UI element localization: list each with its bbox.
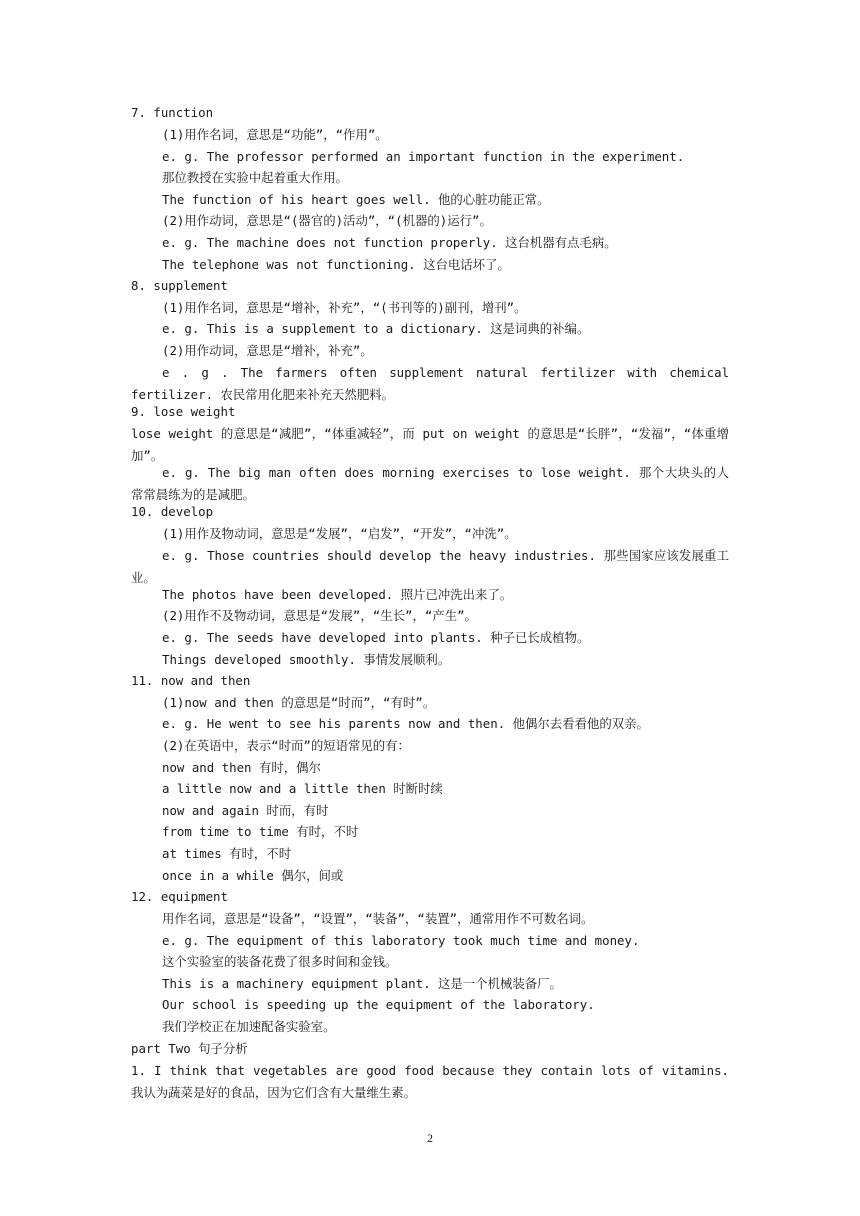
heading-lose-weight: 9. lose weight [131,404,236,419]
example-line: Our school is speeding up the equipment of the laboratory. [162,997,595,1012]
text-paragraph: lose weight 的意思是“减肥”，“体重减轻”，而 put on weight 的意思是“长胖”，“发福”，“体重增加”。 [131,426,729,463]
text-line: 那位教授在实验中起着重大作用。 [162,170,348,185]
text-line: 这个实验室的装备花费了很多时间和金钱。 [162,954,398,969]
example-line: The photos have been developed. 照片已冲洗出来了。 [162,587,513,602]
example-line: e. g. The seeds have developed into plants. 种子已长成植物。 [162,630,590,645]
sentence-paragraph: 1. I think that vegetables are good food because they contain lots of vitamins.我认为蔬菜是好的食品，因为它们含有大量维生素。 [131,1063,729,1100]
heading-equipment: 12. equipment [131,889,228,904]
phrase-line: now and then 有时，偶尔 [162,760,321,775]
text-line: 用作名词，意思是“设备”，“设置”，“装备”，“装置”，通常用作不可数名词。 [162,911,594,926]
example-paragraph: e. g. Those countries should develop the heavy industries. 那些国家应该发展重工业。 [131,548,729,585]
phrase-line: once in a while 偶尔，间或 [162,868,344,883]
text-line: (1)用作名词，意思是“增补，补充”，“(书刊等的)副刊，增刊”。 [162,300,527,315]
phrase-line: at times 有时，不时 [162,846,292,861]
text-line: (2)用作不及物动词，意思是“发展”，“生长”，“产生”。 [162,608,477,623]
section-heading-part-two: part Two 句子分析 [131,1041,248,1056]
text-line: (1)now and then 的意思是“时而”，“有时”。 [162,695,436,710]
example-line: e. g. The machine does not function properly. 这台机器有点毛病。 [162,235,617,250]
page-number: 2 [427,1131,433,1145]
example-paragraph: e. g. The big man often does morning exercises to lose weight. 那个大块头的人常常晨练为的是减肥。 [131,465,729,502]
heading-now-and-then: 11. now and then [131,673,251,688]
text-line: (2)在英语中，表示“时而”的短语常见的有： [162,738,410,753]
example-line: e. g. The professor performed an important function in the experiment. [162,149,685,164]
example-line: e. g. This is a supplement to a dictionary. 这是词典的补编。 [162,321,590,336]
heading-supplement: 8. supplement [131,278,228,293]
example-paragraph: e . g . The farmers often supplement natural fertilizer with chemical fertilizer. 农民常用化肥来补充天然肥料。 [131,365,729,402]
heading-function: 7. function [131,105,214,120]
phrase-line: now and again 时而，有时 [162,803,329,818]
example-line: The function of his heart goes well. 他的心脏功能正常。 [162,192,550,207]
text-line: (1)用作名词，意思是“功能”，“作用”。 [162,127,388,142]
phrase-line: a little now and a little then 时断时续 [162,781,443,796]
text-line: (2)用作动词，意思是“增补，补充”。 [162,343,373,358]
text-line: (1)用作及物动词，意思是“发展”，“启发”，“开发”，“冲洗”。 [162,526,517,541]
text-line: 我们学校正在加速配备实验室。 [162,1019,336,1034]
heading-develop: 10. develop [131,504,214,519]
example-line: This is a machinery equipment plant. 这是一个机械装备厂。 [162,976,562,991]
example-line: The telephone was not functioning. 这台电话坏了。 [162,257,510,272]
text-line: (2)用作动词，意思是“(器官的)活动”，“(机器的)运行”。 [162,213,492,228]
phrase-line: from time to time 有时，不时 [162,824,359,839]
example-line: Things developed smoothly. 事情发展顺利。 [162,652,451,667]
example-line: e. g. The equipment of this laboratory took much time and money. [162,933,640,948]
example-line: e. g. He went to see his parents now and then. 他偶尔去看看他的双亲。 [162,716,649,731]
